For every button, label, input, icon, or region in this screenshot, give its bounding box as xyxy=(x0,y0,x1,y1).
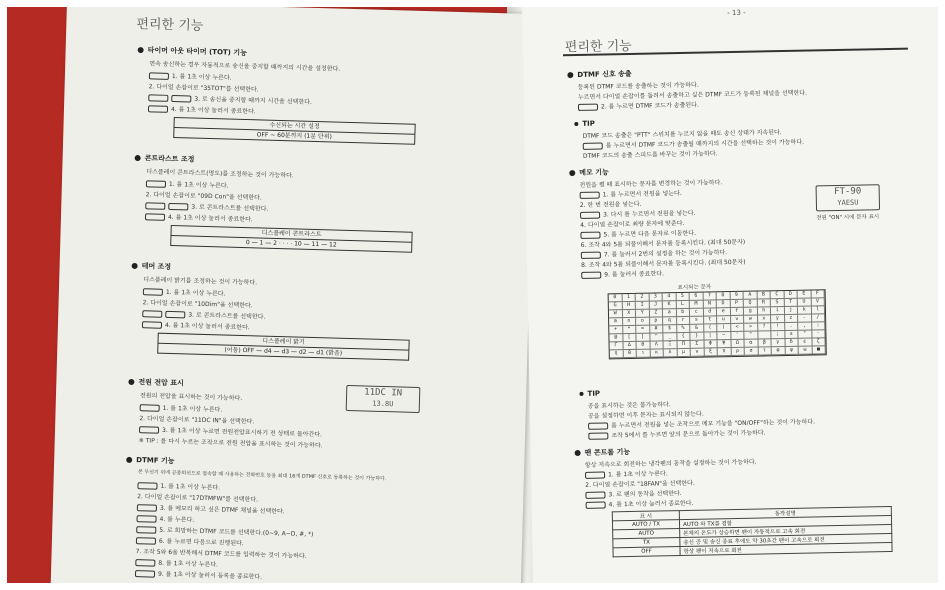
char-cell: ■ xyxy=(812,346,826,354)
step-text: 1. 를 누르면서 전원을 넣는다. xyxy=(602,189,682,199)
section-fan-title xyxy=(575,447,631,458)
section-intro: 본 무선기 위에 공중회선으로 접속할 때 사용하는 전화번호 등을 최대 16개 DTMF 신호로 등록하는 것이 가능하다. xyxy=(137,469,387,483)
char-cell: J xyxy=(649,301,663,309)
char-cell: 9 xyxy=(730,292,744,300)
char-cell: o xyxy=(636,318,650,326)
char-cell: ψ xyxy=(785,347,799,355)
step-text: 1. 를 1초 이상 누른다. xyxy=(162,404,223,414)
step-text: 3. 로 팬의 동작을 선택한다. xyxy=(608,490,682,499)
step-line: 2. 다이얼 손잡이로 "09D Con"을 선택한다. xyxy=(145,191,262,202)
body-line: 등록된 DTMF 코드를 송출하는 것이 가능하다. xyxy=(577,81,699,91)
char-cell: ] xyxy=(636,334,650,342)
bullet-icon xyxy=(126,457,132,463)
body-line: 누르면서 다이얼 손잡이를 돌려서 송출하고 싶은 DTMF 코드가 등록된 채널을 선택한다. xyxy=(577,89,808,101)
char-cell: Φ xyxy=(704,340,718,348)
lcd-caption: 전원 "ON" 시에 문자 표시 xyxy=(816,214,880,222)
step-text: 4. 를 1초 이상 눌러서 종료한다. xyxy=(608,499,694,509)
char-cell: U xyxy=(798,299,812,307)
key-icon xyxy=(580,192,600,199)
char-cell: E xyxy=(798,291,812,299)
step-text: 1. 를 1초 이상 누른다. xyxy=(160,482,221,492)
section-dtmf-send-title xyxy=(567,69,631,80)
char-cell: V xyxy=(811,298,825,306)
char-cell: A xyxy=(744,292,758,300)
section-memo-title xyxy=(569,167,609,178)
section-title: TIP xyxy=(587,389,601,398)
char-cell: O xyxy=(717,300,731,308)
body-line xyxy=(578,100,699,111)
char-cell: @ xyxy=(609,334,623,342)
char-cell: Γ xyxy=(610,342,624,350)
table-cell: 송신 중 및 송신 종료 후에도 약 30초간 팬이 고속으로 회전 xyxy=(680,533,892,546)
body-line: 항상 저속으로 회전하는 냉각팬의 동작을 설정하는 것이 가능하다. xyxy=(584,458,757,469)
section-title: DTMF 신호 송출 xyxy=(577,69,632,79)
char-cell: ζ xyxy=(812,338,826,346)
char-cell: C xyxy=(771,291,785,299)
tip-line: DTMF 코드 송출은 "PTT" 스위치를 누르지 않을 때도 송신 상태가 지속된다. xyxy=(582,129,782,140)
char-cell: ! xyxy=(771,323,785,331)
bullet-icon xyxy=(132,263,138,269)
char-cell: Δ xyxy=(623,342,637,350)
step-text: 1. 를 1초 이상 누른다. xyxy=(168,180,229,190)
char-cell: # xyxy=(650,325,664,333)
char-cell: Y xyxy=(636,310,650,318)
char-cell: p xyxy=(650,317,664,325)
char-cell: ^ xyxy=(650,333,664,341)
char-cell: φ xyxy=(772,347,786,355)
tip-text: 를 누르면서 전원을 넣는 조작으로 메모 기능을 "ON/OFF"하는 것이 가능하다. xyxy=(611,418,816,430)
char-cell: } xyxy=(690,333,704,341)
char-cell: * xyxy=(623,326,637,334)
bullet-icon xyxy=(135,155,141,161)
step-line xyxy=(146,178,229,189)
char-cell: t xyxy=(704,316,718,324)
char-cell: Q xyxy=(744,300,758,308)
key-icon xyxy=(148,94,168,102)
char-cell: τ xyxy=(758,347,772,355)
char-cell: 2 xyxy=(636,294,650,302)
section-title: 테머 조정 xyxy=(141,262,172,272)
char-cell: Σ xyxy=(691,341,705,349)
char-cell: Π xyxy=(677,341,691,349)
char-cell: σ xyxy=(745,348,759,356)
step-text: 3. 를 메모리 하고 싶은 DTMF 채널을 선택한다. xyxy=(159,504,285,516)
char-cell: θ xyxy=(623,350,637,358)
table-cell: OFF xyxy=(613,547,680,557)
char-cell: Ψ xyxy=(718,340,732,348)
step-line: 2. 다이얼 손잡이로 "18FAN"을 선택한다. xyxy=(585,479,695,489)
char-cell: _ xyxy=(663,333,677,341)
key-icon xyxy=(135,559,155,567)
char-cell: ν xyxy=(691,349,705,357)
section-title: TIP xyxy=(582,119,595,128)
char-cell: W xyxy=(609,310,623,318)
step-line: 2. 다이얼 손잡이로 "35TOT"를 선택한다. xyxy=(148,83,259,94)
lcd-line: 13.8U xyxy=(372,399,394,409)
char-cell: / xyxy=(812,314,826,322)
tip-text: 를 누르면서 DTMF 코드가 송출될 때까지의 시간을 선택하는 것이 가능하다. xyxy=(605,138,805,150)
char-cell: " xyxy=(744,332,758,340)
char-cell: 7 xyxy=(703,292,717,300)
char-cell: ( xyxy=(704,324,718,332)
key-icon xyxy=(135,570,155,578)
char-cell: ' xyxy=(731,332,745,340)
bullet-icon xyxy=(575,450,581,456)
lcd-line: YAESU xyxy=(837,198,859,207)
step-line xyxy=(135,568,262,581)
key-icon xyxy=(136,537,156,545)
step-line xyxy=(145,211,253,223)
bullet-icon xyxy=(138,47,144,53)
voltage-lcd-display xyxy=(346,385,421,413)
char-cell: [ xyxy=(623,334,637,342)
step-text: 1. 를 1초 이상 누른다. xyxy=(608,470,668,479)
left-page-header: 편리한 기능 xyxy=(136,16,204,34)
char-cell: ? xyxy=(758,323,772,331)
char-cell: 4 xyxy=(663,293,677,301)
step-line: 8. 조작 4와 5를 되풀이해서 문자를 등록시킨다. (최대 50문자) xyxy=(580,258,746,269)
char-cell: ~ xyxy=(717,332,731,340)
key-icon xyxy=(585,491,605,498)
memo-lcd-display xyxy=(816,184,880,211)
char-cell: β xyxy=(758,339,772,347)
char-cell: h xyxy=(757,307,771,315)
key-icon xyxy=(588,422,608,429)
char-cell: + xyxy=(609,326,623,334)
table-header-cell: 동작설명 xyxy=(679,507,891,520)
char-cell: d xyxy=(703,308,717,316)
manual-photo xyxy=(7,7,938,583)
key-icon xyxy=(578,104,598,111)
char-cell: Θ xyxy=(637,342,651,350)
char-cell: r xyxy=(677,317,691,325)
char-cell: γ xyxy=(772,339,786,347)
char-cell: u xyxy=(717,316,731,324)
char-cell: · xyxy=(812,330,826,338)
char-cell: B xyxy=(757,291,771,299)
tip-text: 조작 5에서 를 누르면 앞의 문으로 돌아가는 것이 가능하다. xyxy=(611,429,766,440)
section-title: 콘트라스트 조정 xyxy=(144,154,195,164)
tip-title xyxy=(579,390,600,398)
char-cell: λ xyxy=(664,349,678,357)
char-cell: % xyxy=(677,325,691,333)
step-text: 8. 를 1초 이상 누른다. xyxy=(158,559,219,569)
step-text: 1. 를 1초 이상 누른다. xyxy=(165,288,226,298)
char-cell: - xyxy=(798,314,812,322)
step-text: 3. 로 콘트라스트를 선택한다. xyxy=(188,311,266,321)
box-value: 0 — 1 — 2 · · · · 10 — 11 — 12 xyxy=(245,239,337,249)
step-line xyxy=(585,488,681,499)
key-icon xyxy=(165,311,185,319)
char-cell: i xyxy=(771,307,785,315)
key-icon xyxy=(171,95,191,103)
char-cell: M xyxy=(690,301,704,309)
key-icon xyxy=(585,471,605,478)
section-title: 메모 기능 xyxy=(579,168,609,177)
char-cell: . xyxy=(785,323,799,331)
step-text: 4. 를 1초 이상 눌러서 종료한다. xyxy=(164,321,250,332)
char-cell: e xyxy=(717,308,731,316)
step-line xyxy=(140,402,223,413)
step-line xyxy=(585,468,668,479)
section-contrast-title xyxy=(135,153,195,165)
char-cell: R xyxy=(757,299,771,307)
section-tot-title xyxy=(138,45,248,58)
char-cell: I xyxy=(636,302,650,310)
body-text: 2. 를 누르면 DTMF 코드가 송출된다. xyxy=(600,101,699,111)
step-line xyxy=(586,498,694,509)
key-icon xyxy=(140,404,160,412)
char-cell: > xyxy=(744,324,758,332)
char-cell: j xyxy=(784,307,798,315)
left-page xyxy=(50,7,537,583)
key-icon xyxy=(168,203,188,211)
lcd-line: FT-90 xyxy=(834,186,862,198)
char-table xyxy=(608,289,827,359)
section-intro: 연속 송신하는 경우 자동적으로 송신을 중지할 때까지의 시간을 설정한다. xyxy=(149,60,341,73)
char-cell: η xyxy=(610,350,624,358)
char-cell: S xyxy=(771,299,785,307)
char-cell: z xyxy=(785,315,799,323)
step-line: 2. 다이얼 손잡이로 "10Dim"을 선택한다. xyxy=(142,299,253,310)
char-cell: ) xyxy=(717,324,731,332)
box-title: 수신되는 시간 설정 xyxy=(174,118,414,135)
box-title: 디스플레이 밝기 xyxy=(158,334,408,351)
fan-mode-table xyxy=(612,506,893,557)
char-cell: ξ xyxy=(704,348,718,356)
table-cell: 본체의 온도가 상승하면 팬이 자동적으로 고속 회전 xyxy=(680,525,892,538)
char-cell: 0 xyxy=(609,294,623,302)
char-cell: Ξ xyxy=(664,341,678,349)
table-header-cell: 표 시 xyxy=(612,511,679,521)
right-page xyxy=(522,7,938,583)
step-text: 4. 를 1초 이상 눌러서 종료한다. xyxy=(167,213,253,224)
bullet-icon xyxy=(569,170,575,176)
char-cell: α xyxy=(745,340,759,348)
section-title: 팬 콘트롤 기능 xyxy=(584,448,631,457)
step-line xyxy=(137,480,220,491)
char-cell: μ xyxy=(677,349,691,357)
step-text: 5. 를 누르면 다음 문자로 이동한다. xyxy=(603,229,697,239)
key-icon xyxy=(142,321,162,329)
char-cell: X xyxy=(622,310,636,318)
step-text: 9. 를 눌러서 종료한다. xyxy=(604,270,665,279)
page-number: - 13 - xyxy=(727,8,746,18)
section-title: 전원 전압 표시 xyxy=(138,378,184,388)
step-line xyxy=(135,557,218,568)
key-icon xyxy=(148,105,168,113)
char-cell: k xyxy=(798,307,812,315)
char-cell: 3 xyxy=(649,293,663,301)
char-cell: ω xyxy=(799,346,813,354)
section-voltage-title xyxy=(128,377,184,389)
char-cell: 6 xyxy=(690,293,704,301)
step-line: 6. 조작 4와 5를 되풀이해서 문자를 등록시킨다. (최대 50문자) xyxy=(580,238,746,249)
char-cell: Z xyxy=(649,309,663,317)
step-line xyxy=(580,188,682,199)
step-text: 4. 를 누른다. xyxy=(159,515,195,524)
char-cell: b xyxy=(676,309,690,317)
char-cell: ° xyxy=(798,330,812,338)
section-title: 타이머 아웃 타이머 (TOT) 기능 xyxy=(147,46,248,58)
char-cell: π xyxy=(718,348,732,356)
key-icon xyxy=(586,501,606,508)
step-text: 3. 로 송신을 중지할 때까지 시간을 선택한다. xyxy=(194,95,312,106)
char-cell: D xyxy=(784,291,798,299)
char-cell: H xyxy=(622,302,636,310)
char-cell: = xyxy=(636,326,650,334)
key-icon xyxy=(137,504,157,512)
tip-line: ※ TIP : 를 다시 누르는 조작으로 전원 전압을 표시하는 것이 가능하다. xyxy=(138,437,323,450)
step-line xyxy=(148,103,256,115)
step-line xyxy=(149,70,232,81)
char-cell: x xyxy=(758,315,772,323)
char-cell: : xyxy=(812,322,826,330)
char-cell: l xyxy=(811,306,825,314)
char-cell: P xyxy=(730,300,744,308)
step-text: 5. 로 희망하는 DTMF 코드를 선택한다.(0~9, A~D, #, *) xyxy=(159,526,314,539)
char-cell: w xyxy=(744,316,758,324)
bullet-icon xyxy=(579,392,583,396)
char-table-title: 표시되는 문자 xyxy=(677,284,712,292)
char-cell: y xyxy=(771,315,785,323)
char-cell: T xyxy=(784,299,798,307)
table-cell: 항상 팬이 저속으로 회전 xyxy=(680,542,892,555)
key-icon xyxy=(581,252,601,259)
char-cell: ι xyxy=(637,350,651,358)
step-line: 4. 다이얼 손잡이로 최량 문자에 맞춘다. xyxy=(580,219,685,229)
step-line: 7. 조작 5와 6을 반복해서 DTMF 코드를 입력하는 것이 가능하다. xyxy=(135,548,307,560)
char-cell: | xyxy=(704,332,718,340)
char-cell: < xyxy=(731,324,745,332)
dimmer-range-box xyxy=(157,333,409,361)
step-line: 2. 다이얼 손잡이로 "17DTMFW"를 선택한다. xyxy=(137,493,259,504)
char-cell: ρ xyxy=(731,348,745,356)
bullet-icon xyxy=(567,72,573,78)
char-cell: L xyxy=(676,301,690,309)
key-icon xyxy=(146,180,166,188)
char-cell: ε xyxy=(798,338,812,346)
step-text: 4. 를 1초 이상 눌러서 종료한다. xyxy=(170,105,256,116)
lcd-line: 11DC IN xyxy=(364,387,403,399)
right-page-header: 편리한 기능 xyxy=(564,38,632,56)
key-icon xyxy=(136,526,156,534)
char-cell: Λ xyxy=(650,341,664,349)
key-icon xyxy=(145,213,165,221)
char-cell: δ xyxy=(785,339,799,347)
key-icon xyxy=(137,482,157,490)
char-cell: 1 xyxy=(622,294,636,302)
key-icon xyxy=(139,426,159,434)
key-icon xyxy=(588,432,608,439)
char-cell: { xyxy=(677,333,691,341)
char-cell: & xyxy=(690,325,704,333)
key-icon xyxy=(580,232,600,239)
step-line xyxy=(136,513,194,524)
char-cell: ; xyxy=(771,331,785,339)
table-cell: AUTO 와 TX를 겸함 xyxy=(679,516,891,529)
section-intro: 전원의 전압을 표시하는 것이 가능하다. xyxy=(139,392,243,403)
section-dtmf-title xyxy=(126,455,175,466)
table-cell: AUTO / TX xyxy=(612,520,679,530)
step-text: 3. 다시 를 누르면서 전원을 넣는다. xyxy=(603,209,696,219)
char-cell: ± xyxy=(785,331,799,339)
body-line: 전원을 켤 때 표시하는 문자를 변경하는 것이 가능하다. xyxy=(579,179,723,189)
key-icon xyxy=(580,212,600,219)
section-dimmer-title xyxy=(131,261,171,272)
key-icon xyxy=(145,202,165,210)
tip-line: 공을 표시하는 것은 불가능하다. xyxy=(587,401,671,410)
contrast-range-box xyxy=(170,225,412,253)
char-cell: v xyxy=(731,316,745,324)
tip-line: DTMF 코드의 송출 스피드를 바꾸는 것이 가능하다. xyxy=(582,150,718,160)
step-line: 2. 다이얼 손잡이로 "11DC IN"을 선택한다. xyxy=(139,415,255,426)
step-text: 6. 를 누르면 다음으로 진행된다. xyxy=(158,537,244,548)
table-cell: TX xyxy=(613,538,680,548)
key-icon xyxy=(142,310,162,318)
step-text: 1. 를 1초 이상 누른다. xyxy=(171,72,232,82)
char-cell: f xyxy=(730,308,744,316)
step-text: 7. 를 눌러서 2번의 설정을 하는 것이 가능하다. xyxy=(603,249,728,259)
char-cell: s xyxy=(690,317,704,325)
key-icon xyxy=(583,142,603,149)
char-cell: m xyxy=(609,318,623,326)
char-cell xyxy=(758,331,772,339)
char-cell: n xyxy=(623,318,637,326)
box-value: OFF ~ 60분까지 (1분 단위) xyxy=(256,131,332,141)
char-cell: c xyxy=(690,309,704,317)
char-cell: N xyxy=(703,300,717,308)
char-cell: κ xyxy=(650,349,664,357)
step-text: 3. 로 콘트라스트를 선택한다. xyxy=(191,203,269,213)
char-cell: $ xyxy=(663,325,677,333)
box-value: (어둠) OFF — d4 — d3 — d2 — d1 (밝음) xyxy=(224,346,343,357)
key-icon xyxy=(149,72,169,80)
char-cell: 8 xyxy=(717,292,731,300)
char-cell: q xyxy=(663,317,677,325)
char-cell: 5 xyxy=(676,293,690,301)
bullet-icon xyxy=(574,122,578,126)
char-cell: , xyxy=(798,322,812,330)
table-cell: AUTO xyxy=(613,529,680,539)
step-text: 3. 를 1초 이상 누르면 전원전압표시하기 전 상태로 돌아간다. xyxy=(161,426,323,439)
section-title: DTMF 기능 xyxy=(136,456,175,466)
section-intro: 디스플레이 밝기를 조정하는 것이 가능하다. xyxy=(143,276,258,287)
bullet-icon xyxy=(128,379,134,385)
char-cell: a xyxy=(663,309,677,317)
step-line xyxy=(142,319,250,331)
step-line xyxy=(143,286,226,297)
tip-title xyxy=(574,120,595,128)
section-intro: 디스플레이 콘트라스트(명도)를 조정하는 것이 가능하다. xyxy=(146,168,294,180)
step-line xyxy=(581,268,664,279)
char-cell: K xyxy=(663,301,677,309)
key-icon xyxy=(581,272,601,279)
key-icon xyxy=(143,288,163,296)
step-text: 9. 를 1초 이상 눌러서 등록을 종료한다. xyxy=(157,570,263,581)
box-title: 디스플레이 콘트라스트 xyxy=(171,226,411,243)
step-line xyxy=(136,535,244,547)
char-cell: Ω xyxy=(731,340,745,348)
char-cell: G xyxy=(609,302,623,310)
key-icon xyxy=(136,515,156,523)
step-line: 2. 한 번 전원을 넣는다. xyxy=(579,200,642,209)
tip-line: 공을 설정하면 이후 문자는 표시되지 않는다. xyxy=(587,410,704,420)
char-cell: F xyxy=(811,290,825,298)
tot-range-box xyxy=(173,117,415,145)
char-cell: g xyxy=(744,308,758,316)
